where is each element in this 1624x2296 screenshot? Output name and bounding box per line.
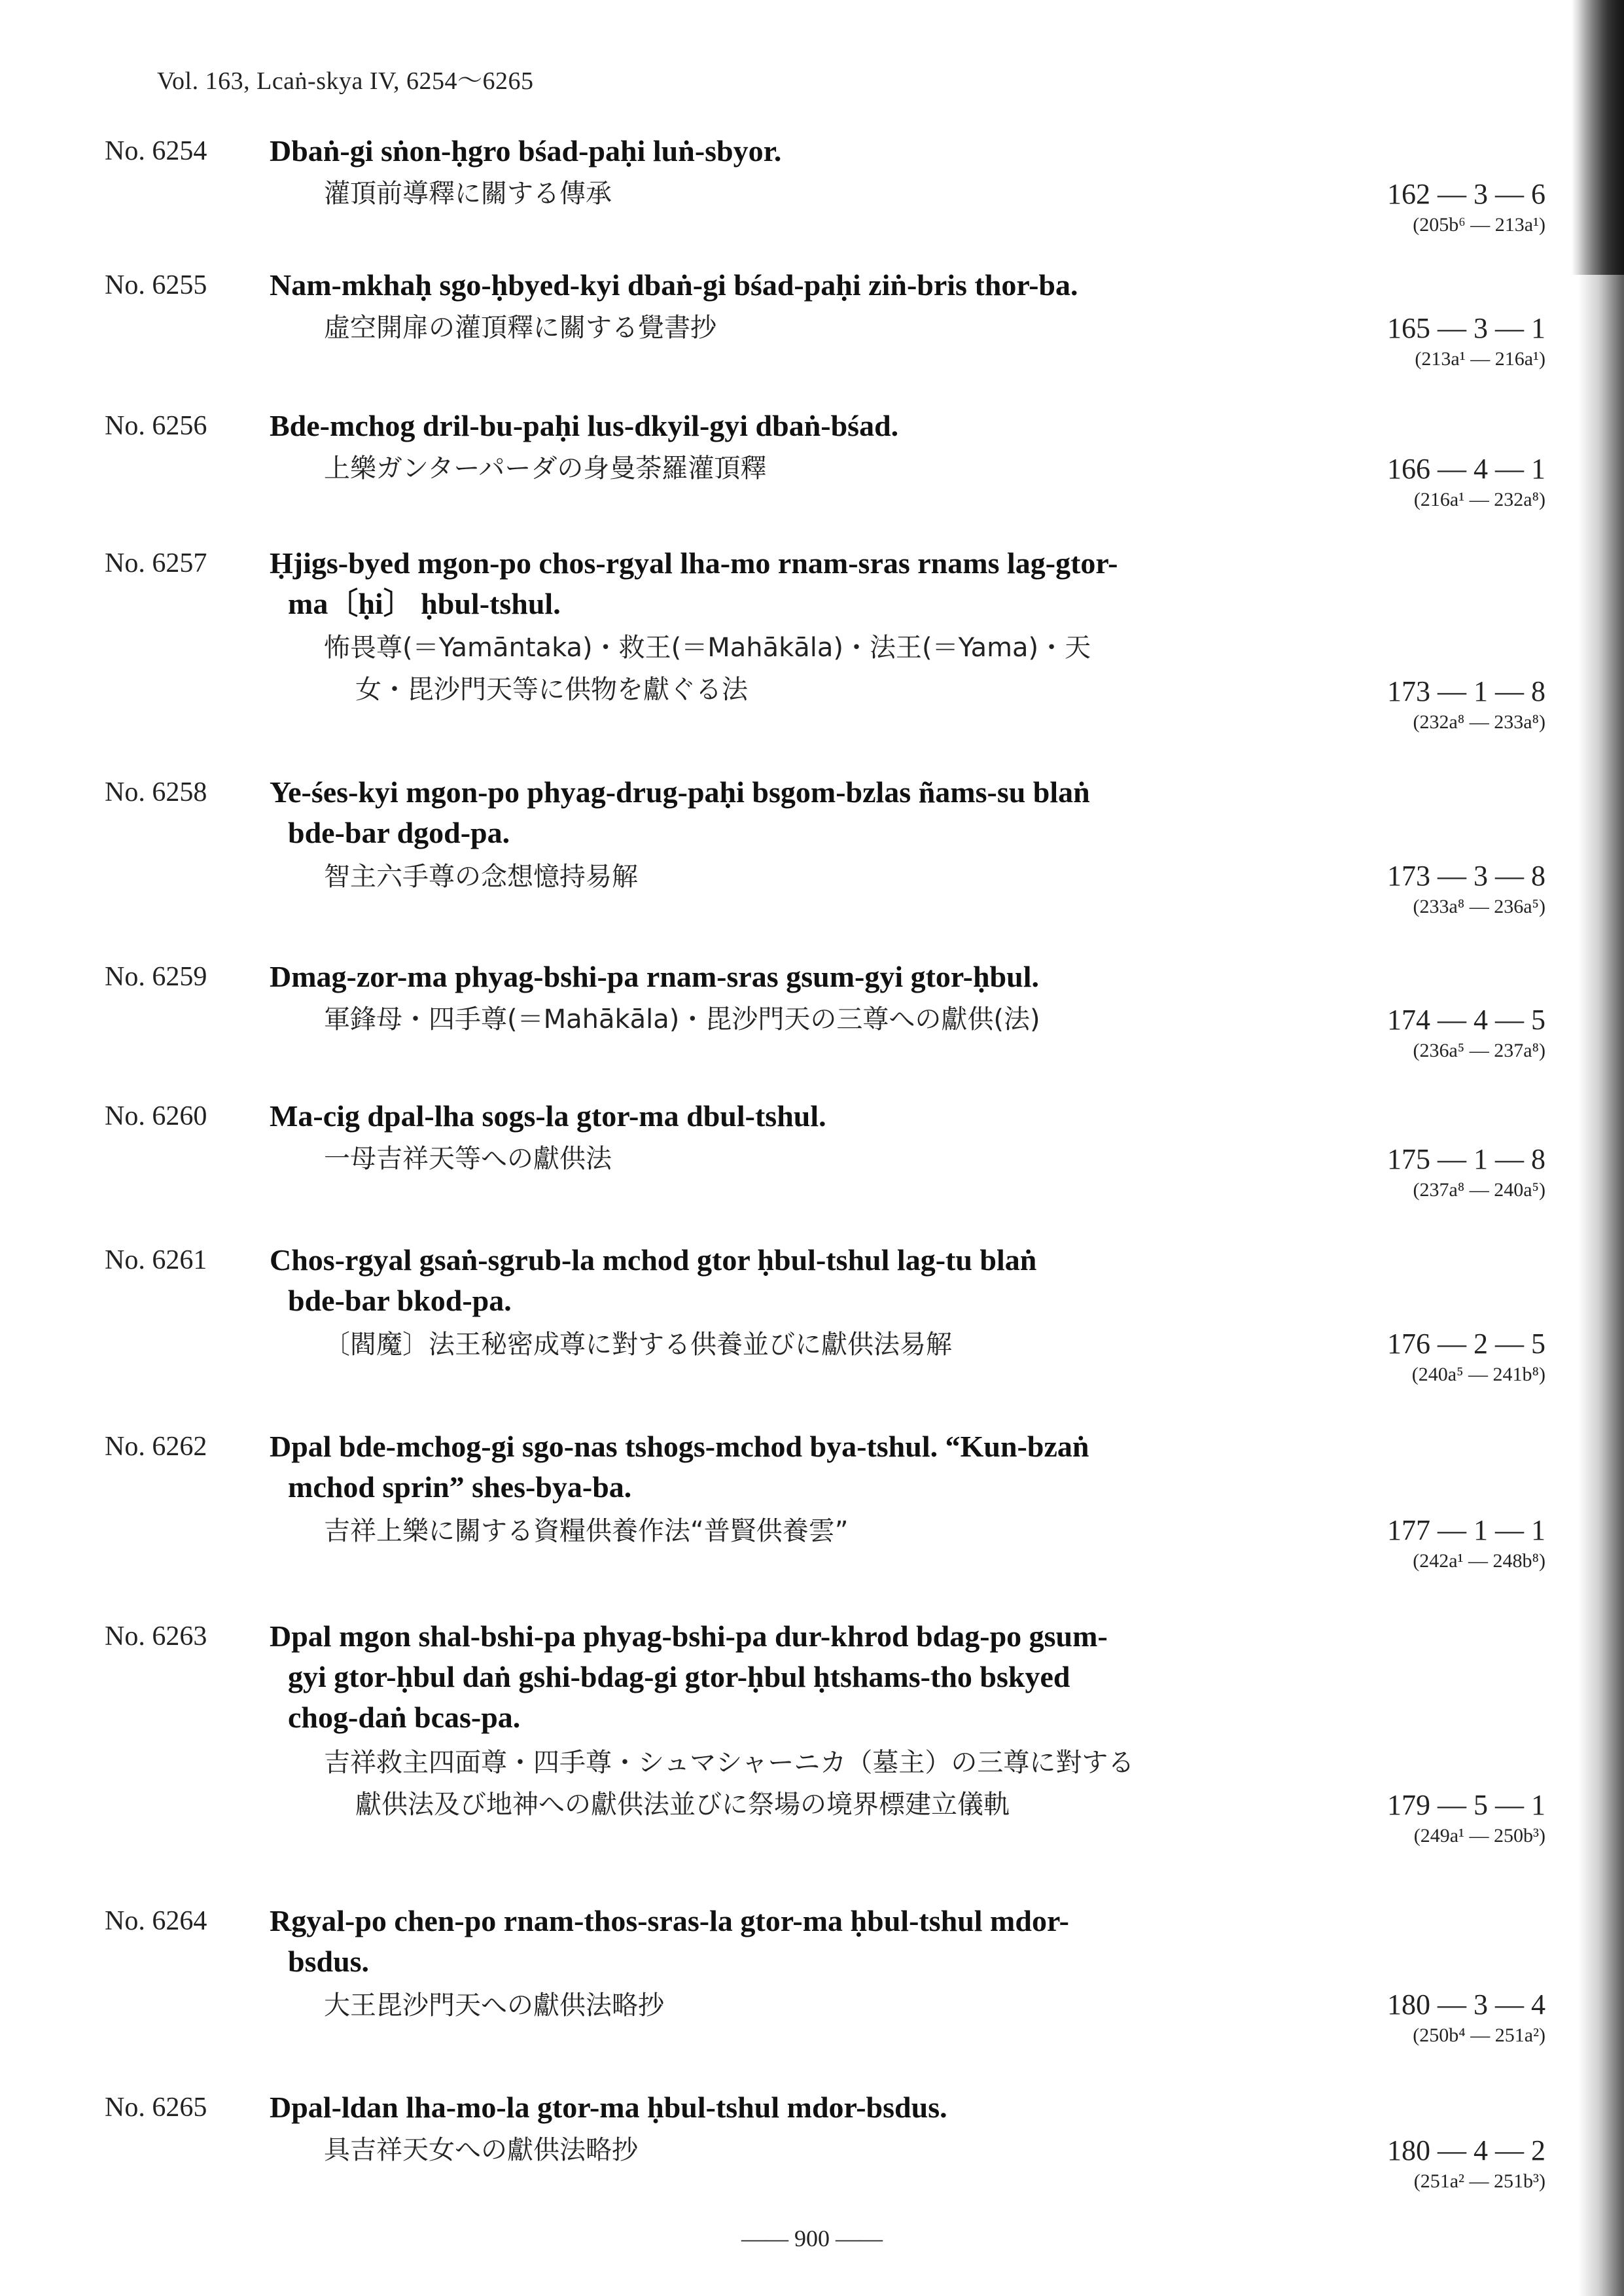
page-edge-shadow: [1578, 0, 1624, 2296]
japanese-translation: [324, 448, 1371, 489]
translation-line: 上樂ガンターパーダの身曼荼羅灌頂釋: [324, 453, 767, 484]
title-line: Bde-mchog dril-bu-paḥi lus-dkyil-gyi dbaṅ-bśad.: [270, 409, 899, 442]
reference: [1310, 177, 1545, 238]
entry-number: No. 6262: [105, 1432, 207, 1462]
translation-line: 女・毘沙門天等に供物を獻ぐる法: [355, 675, 748, 705]
folio-range: (242a¹ — 248b⁸): [1413, 1550, 1545, 1572]
volume-page-ref: 174 — 4 — 5: [1387, 1004, 1545, 1036]
translation-line: 一母吉祥天等への獻供法: [324, 1144, 612, 1174]
translation-line: 虛空開扉の灌頂釋に關する覺書抄: [324, 313, 716, 343]
entry-title: [270, 543, 1375, 624]
folio-range: (251a² — 251b³): [1413, 2170, 1545, 2192]
volume-page-ref: 173 — 1 — 8: [1387, 675, 1545, 707]
translation-line: 智主六手尊の念想憶持易解: [324, 862, 638, 892]
volume-page-ref: 176 — 2 — 5: [1387, 1328, 1545, 1360]
entry-number: No. 6261: [105, 1245, 207, 1275]
entry-title: [270, 1901, 1375, 1982]
entry-number: No. 6257: [105, 548, 207, 578]
volume-page-ref: 175 — 1 — 8: [1387, 1143, 1545, 1175]
translation-line: 吉祥救主四面尊・四手尊・シュマシャーニカ（墓主）の三尊に對する: [324, 1748, 1135, 1778]
translation-line: 軍鋒母・四手尊(＝Mahākāla)・毘沙門天の三尊への獻供(法): [324, 1004, 1040, 1034]
folio-range: (240a⁵ — 241b⁸): [1411, 1364, 1545, 1385]
volume-page-ref: 180 — 3 — 4: [1387, 1988, 1545, 2021]
volume-page-ref: 165 — 3 — 1: [1387, 312, 1545, 344]
title-line: Dpal mgon shal-bshi-pa phyag-bshi-pa dur-khrod bdag-po gsum-: [270, 1619, 1108, 1653]
entry-number: No. 6255: [105, 270, 207, 300]
title-line: Dmag-zor-ma phyag-bshi-pa rnam-sras gsum-gyi gtor-ḥbul.: [270, 960, 1039, 993]
title-line: Ma-cig dpal-lha sogs-la gtor-ma dbul-tshul.: [270, 1099, 826, 1133]
entry-number: No. 6256: [105, 411, 207, 441]
entry-title: [270, 1426, 1375, 1508]
title-line: Dpal bde-mchog-gi sgo-nas tshogs-mchod bya-tshul. “Kun-bzaṅ: [270, 1430, 1089, 1463]
reference: [1310, 858, 1545, 920]
entry-number: No. 6258: [105, 777, 207, 807]
entry-number: No. 6264: [105, 1906, 207, 1936]
title-line: chog-daṅ bcas-pa.: [288, 1701, 521, 1734]
folio-range: (205b⁶ — 213a¹): [1413, 214, 1545, 236]
title-line: ma〔ḥi〕 ḥbul-tshul.: [288, 587, 561, 620]
japanese-translation: [324, 1510, 1371, 1552]
title-line: bsdus.: [288, 1945, 370, 1978]
japanese-translation: [324, 1742, 1371, 1826]
translation-line: 獻供法及び地神への獻供法並びに祭場の境界標建立儀軌: [355, 1790, 1010, 1820]
title-line: Chos-rgyal gsaṅ-sgrub-la mchod gtor ḥbul-tshul lag-tu blaṅ: [270, 1243, 1037, 1277]
title-line: Ye-śes-kyi mgon-po phyag-drug-paḥi bsgom-bzlas ñams-su blaṅ: [270, 775, 1090, 809]
entry-title: [270, 1616, 1375, 1738]
reference: [1310, 1513, 1545, 1574]
translation-line: 〔閻魔〕法王秘密成尊に對する供養並びに獻供法易解: [324, 1330, 952, 1360]
title-line: Dbaṅ-gi sṅon-ḥgro bśad-paḥi luṅ-sbyor.: [270, 134, 782, 168]
japanese-translation: [324, 1138, 1371, 1180]
volume-page-ref: 162 — 3 — 6: [1387, 178, 1545, 210]
entry-title: [270, 957, 1375, 997]
japanese-translation: [324, 173, 1371, 215]
japanese-translation: [324, 627, 1371, 711]
translation-line: 灌頂前導釋に關する傳承: [324, 179, 612, 209]
reference: [1310, 1002, 1545, 1064]
title-line: Dpal-ldan lha-mo-la gtor-ma ḥbul-tshul mdor-bsdus.: [270, 2091, 947, 2124]
title-line: mchod sprin” shes-bya-ba.: [288, 1470, 632, 1504]
translation-line: 大王毘沙門天への獻供法略抄: [324, 1990, 664, 2021]
entry-number: No. 6260: [105, 1101, 207, 1131]
reference: [1310, 674, 1545, 735]
volume-page-ref: 173 — 3 — 8: [1387, 860, 1545, 892]
reference: [1310, 2133, 1545, 2195]
japanese-translation: [324, 1324, 1371, 1366]
folio-range: (237a⁸ — 240a⁵): [1413, 1179, 1545, 1201]
entry-title: [270, 265, 1375, 306]
reference: [1310, 311, 1545, 372]
volume-page-ref: 179 — 5 — 1: [1387, 1789, 1545, 1821]
reference: [1310, 1142, 1545, 1203]
folio-range: (216a¹ — 232a⁸): [1413, 489, 1545, 510]
volume-page-ref: 166 — 4 — 1: [1387, 453, 1545, 485]
folio-range: (249a¹ — 250b³): [1413, 1825, 1545, 1846]
title-line: Nam-mkhaḥ sgo-ḥbyed-kyi dbaṅ-gi bśad-paḥi ziṅ-bris thor-ba.: [270, 268, 1078, 302]
entry-title: [270, 1240, 1375, 1321]
japanese-translation: [324, 1985, 1371, 2026]
folio-range: (233a⁸ — 236a⁵): [1413, 896, 1545, 917]
entry-title: [270, 1096, 1375, 1137]
entry-number: No. 6254: [105, 136, 207, 166]
japanese-translation: [324, 2129, 1371, 2171]
title-line: Rgyal-po chen-po rnam-thos-sras-la gtor-ma ḥbul-tshul mdor-: [270, 1904, 1069, 1937]
japanese-translation: [324, 307, 1371, 349]
folio-range: (213a¹ — 216a¹): [1415, 348, 1545, 370]
folio-range: (236a⁵ — 237a⁸): [1413, 1040, 1545, 1061]
folio-range: (250b⁴ — 251a²): [1413, 2024, 1545, 2046]
title-line: gyi gtor-ḥbul daṅ gshi-bdag-gi gtor-ḥbul ḥtshams-tho bskyed: [288, 1660, 1070, 1693]
reference: [1310, 451, 1545, 513]
title-line: Ḥjigs-byed mgon-po chos-rgyal lha-mo rnam-sras rnams lag-gtor-: [270, 546, 1118, 580]
japanese-translation: [324, 998, 1371, 1040]
reference: [1310, 1326, 1545, 1388]
title-line: bde-bar dgod-pa.: [288, 816, 510, 849]
reference: [1310, 1788, 1545, 1849]
title-line: bde-bar bkod-pa.: [288, 1284, 512, 1317]
entry-title: [270, 131, 1375, 171]
entry-number: No. 6259: [105, 962, 207, 992]
running-header: Vol. 163, Lcaṅ-skya IV, 6254〜6265: [157, 67, 534, 95]
entry-number: No. 6263: [105, 1621, 207, 1651]
folio-range: (232a⁸ — 233a⁸): [1413, 711, 1545, 733]
volume-page-ref: 180 — 4 — 2: [1387, 2134, 1545, 2166]
translation-line: 怖畏尊(＝Yamāntaka)・救王(＝Mahākāla)・法王(＝Yama)・天: [324, 633, 1091, 663]
volume-page-ref: 177 — 1 — 1: [1387, 1514, 1545, 1546]
entry-title: [270, 406, 1375, 446]
page-edge-shadow-top: [1572, 0, 1624, 275]
translation-line: 吉祥上樂に關する資糧供養作法“普賢供養雲”: [324, 1516, 849, 1546]
entry-title: [270, 772, 1375, 853]
translation-line: 具吉祥天女への獻供法略抄: [324, 2135, 638, 2165]
entry-title: [270, 2087, 1375, 2128]
reference: [1310, 1987, 1545, 2049]
entry-number: No. 6265: [105, 2093, 207, 2123]
japanese-translation: [324, 856, 1371, 898]
page-number: —— 900 ——: [741, 2225, 883, 2252]
